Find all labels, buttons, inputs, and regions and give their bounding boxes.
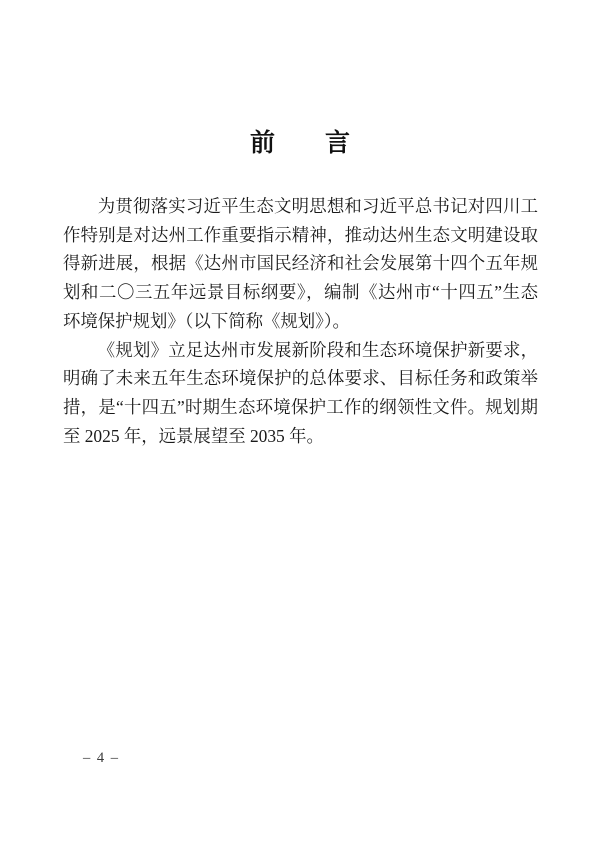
paragraph: 为贯彻落实习近平生态文明思想和习近平总书记对四川工作特别是对达州工作重要指示精神，推动达州生态文明建设取得新进展，根据《达州市国民经济和社会发展第十四个五年规划和二〇三五年远景目标纲要》，编制《达州市“十四五”生态环境保护规划》（以下简称《规划》）。	[63, 196, 538, 331]
paragraph: 《规划》立足达州市发展新阶段和生态环境保护新要求，明确了未来五年生态环境保护的总体要求、目标任务和政策举措，是“十四五”时期生态环境保护工作的纲领性文件。规划期至 2025 年，远景展望至 2035 年。	[63, 339, 538, 446]
page-number: – 4 –	[83, 750, 120, 766]
page-title: 前 言	[249, 130, 350, 157]
body-text	[63, 192, 538, 450]
